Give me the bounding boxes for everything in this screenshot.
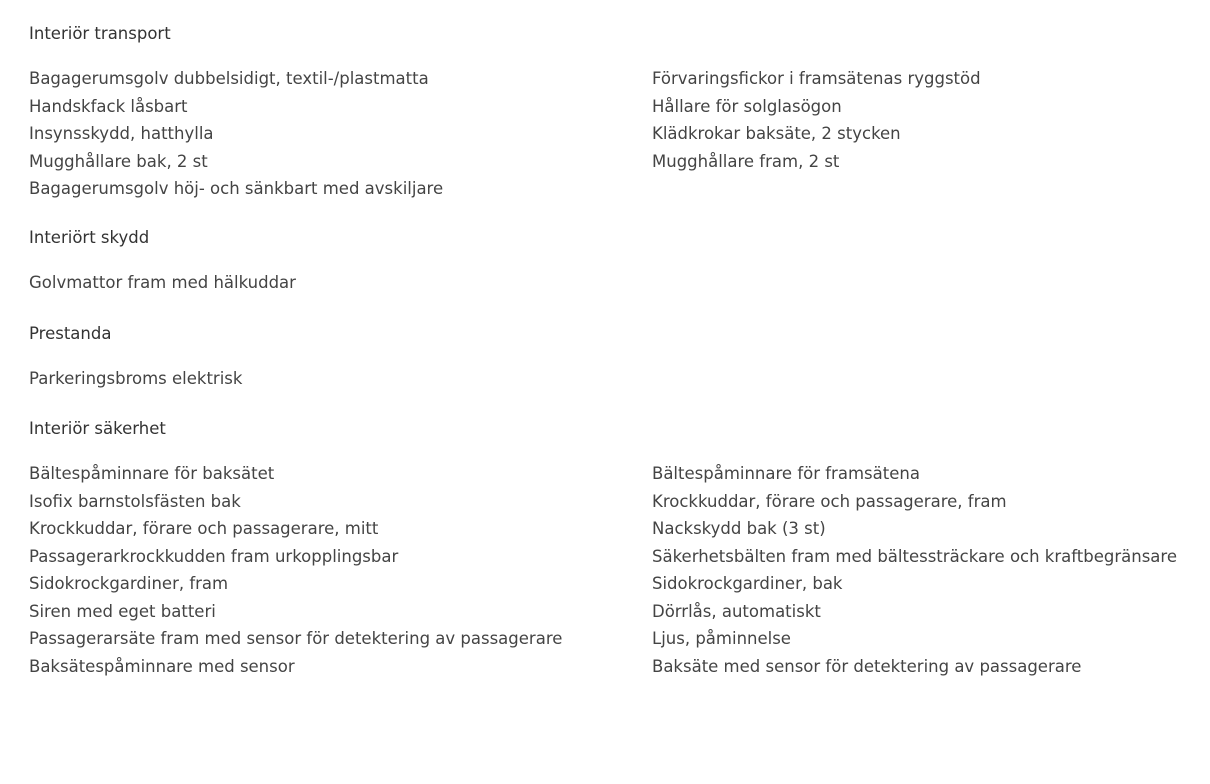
feature-item: Bältespåminnare för framsätena — [652, 464, 920, 483]
feature-item: Krockkuddar, förare och passagerare, fram — [652, 491, 1007, 511]
feature-item: Bagagerumsgolv höj- och sänkbart med avskiljare — [29, 179, 444, 198]
section-interior-safety — [29, 418, 1209, 680]
feature-item: Baksätespåminnare med sensor — [29, 656, 295, 676]
feature-item: Klädkrokar baksäte, 2 stycken — [652, 124, 901, 143]
feature-item: Krockkuddar, förare och passagerare, mitt — [29, 519, 379, 538]
feature-item: Insynsskydd, hatthylla — [29, 124, 214, 143]
section-title: Interiör transport — [29, 24, 171, 43]
feature-item: Siren med eget batteri — [29, 601, 216, 621]
feature-item: Passagerarsäte fram med sensor för detektering av passagerare — [29, 629, 563, 648]
feature-item: Bagagerumsgolv dubbelsidigt, textil-/plastmatta — [29, 69, 429, 88]
feature-item: Isofix barnstolsfästen bak — [29, 491, 241, 511]
feature-list — [29, 460, 1209, 680]
feature-item: Säkerhetsbälten fram med bältessträckare och kraftbegränsare — [652, 546, 1177, 566]
feature-item: Baksäte med sensor för detektering av passagerare — [652, 656, 1082, 676]
feature-item: Mugghållare fram, 2 st — [652, 151, 840, 171]
section-performance — [29, 323, 1209, 393]
feature-item: Bältespåminnare för baksätet — [29, 464, 275, 483]
feature-item: Mugghållare bak, 2 st — [29, 151, 208, 171]
feature-list — [29, 65, 1209, 203]
section-interior-transport — [29, 23, 1209, 203]
feature-item: Hållare för solglasögon — [652, 96, 842, 116]
feature-item: Golvmattor fram med hälkuddar — [29, 273, 296, 292]
feature-item: Passagerarkrockkudden fram urkopplingsbar — [29, 546, 399, 566]
feature-item: Sidokrockgardiner, fram — [29, 574, 229, 593]
feature-item: Parkeringsbroms elektrisk — [29, 369, 243, 388]
feature-item: Dörrlås, automatiskt — [652, 601, 821, 621]
feature-list — [29, 365, 1209, 393]
feature-item: Ljus, påminnelse — [652, 629, 791, 648]
feature-item: Nackskydd bak (3 st) — [652, 519, 826, 538]
section-title: Interiört skydd — [29, 228, 150, 247]
feature-item: Sidokrockgardiner, bak — [652, 574, 843, 593]
section-title: Prestanda — [29, 324, 112, 343]
section-interior-protection — [29, 227, 1209, 297]
feature-item: Handskfack låsbart — [29, 96, 188, 116]
feature-list — [29, 269, 1209, 297]
section-title: Interiör säkerhet — [29, 419, 166, 438]
feature-item: Förvaringsfickor i framsätenas ryggstöd — [652, 69, 981, 88]
